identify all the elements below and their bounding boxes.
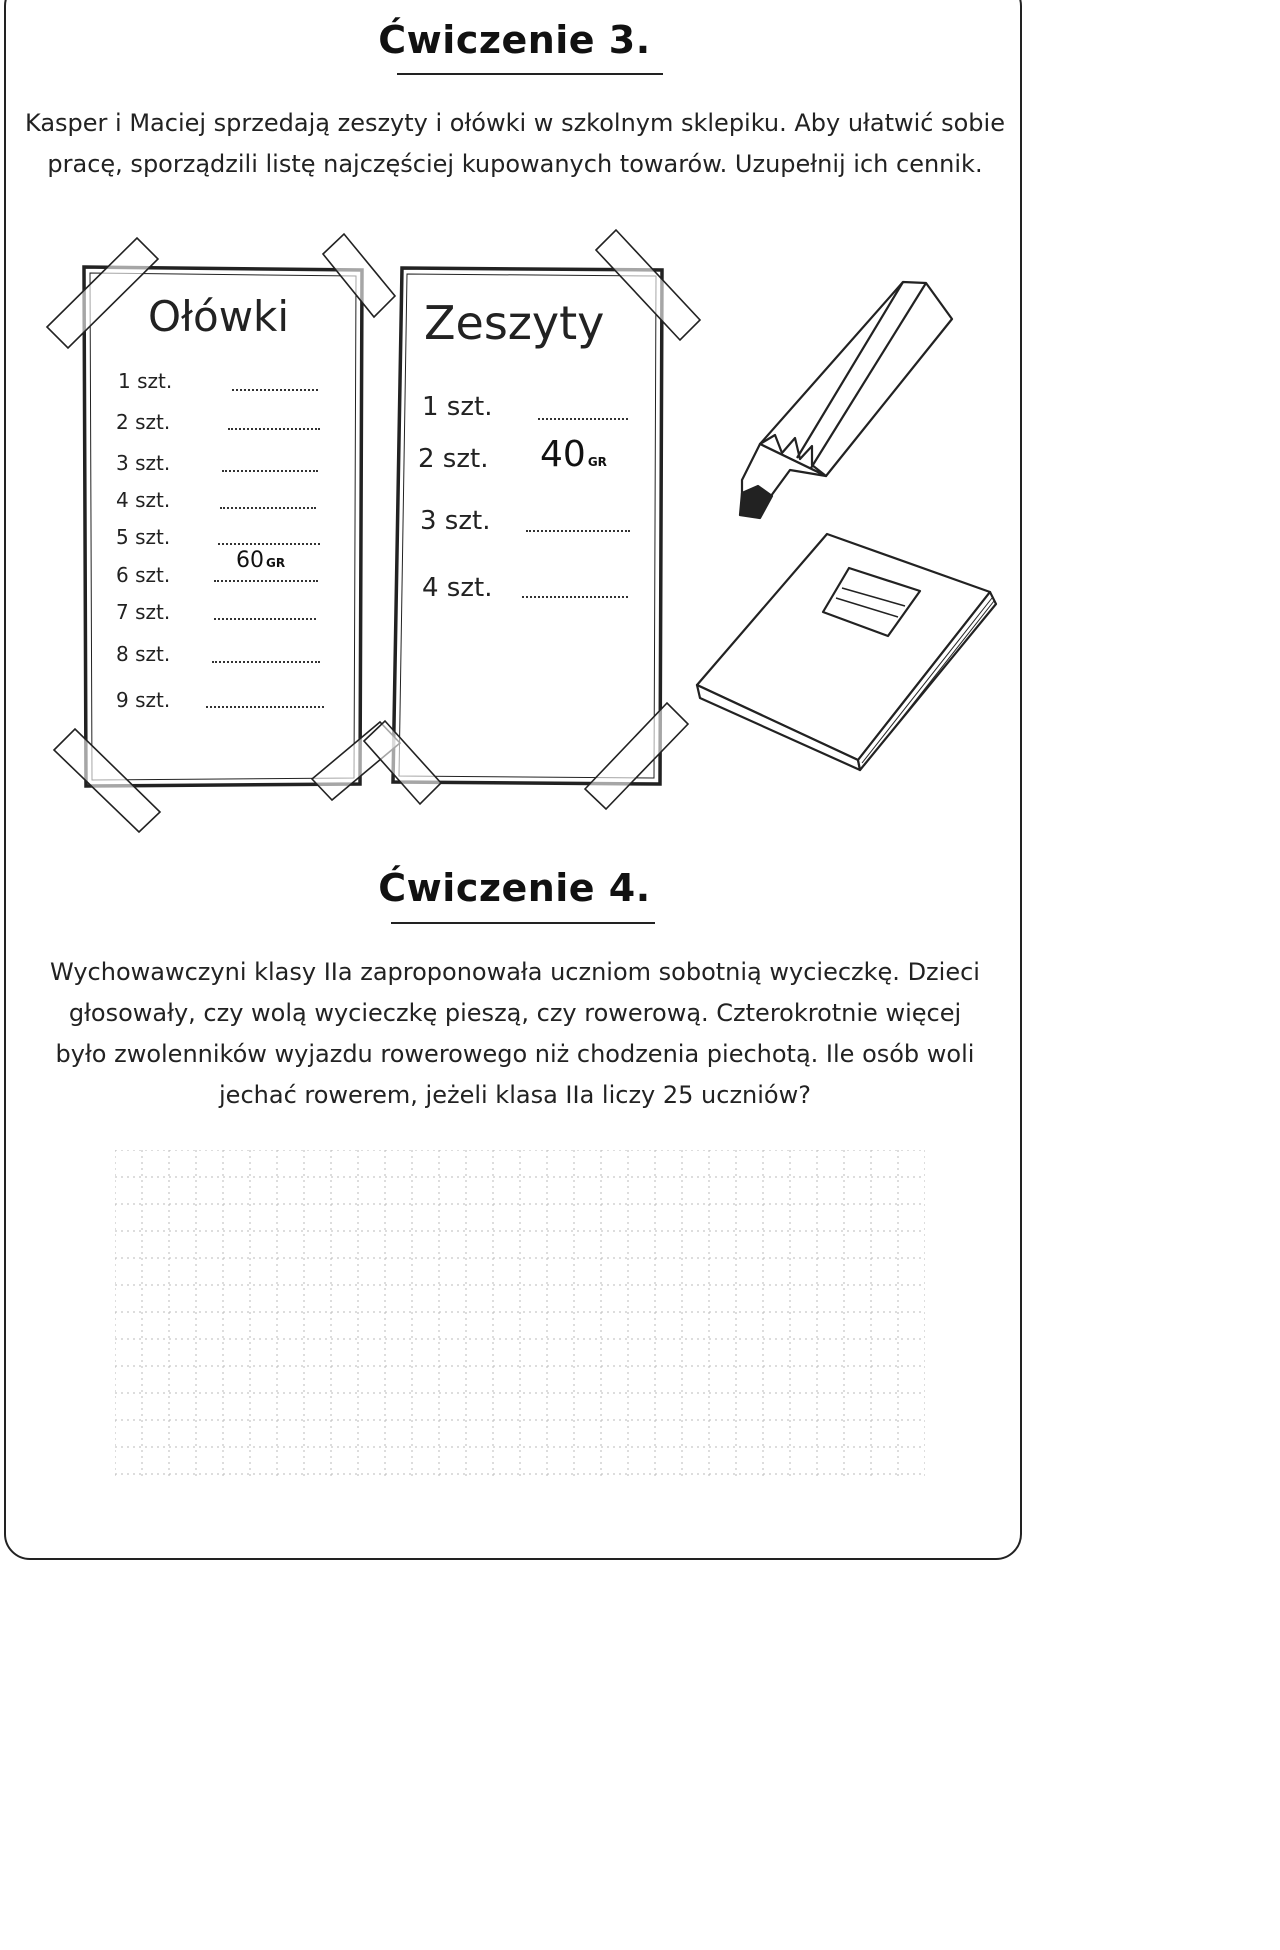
pencils-row-8-answer[interactable] [212, 661, 320, 663]
pencils-row-8-label: 8 szt. [116, 642, 171, 666]
pencils-row-9-label: 9 szt. [116, 688, 171, 712]
pencils-row-2-answer[interactable] [228, 428, 320, 430]
exercise4-title: Ćwiczenie 4. [378, 866, 651, 910]
pencils-row-5-answer[interactable] [218, 543, 320, 545]
notebooks-row-2-unit: GR [587, 455, 607, 469]
exercise4-text-line4: jechać rowerem, jeżeli klasa IIa liczy 25 uczniów? [219, 1081, 811, 1109]
notebooks-row-2-value [540, 434, 607, 475]
notebooks-row-2-label: 2 szt. [418, 444, 489, 474]
pencils-row-3-answer[interactable] [222, 470, 318, 472]
pencils-row-1-answer[interactable] [232, 389, 318, 391]
exercise3-text-line2: pracę, sporządzili listę najczęściej kupowanych towarów. Uzupełnij ich cennik. [47, 150, 983, 178]
exercise4-text-line3: było zwolenników wyjazdu rowerowego niż chodzenia piechotą. Ile osób woli [55, 1040, 975, 1068]
pencils-row-6-unit: GR [266, 556, 286, 570]
pencils-row-6-answer[interactable] [214, 580, 318, 582]
notebooks-row-3-label: 3 szt. [420, 506, 491, 536]
exercise3-title: Ćwiczenie 3. [378, 18, 651, 62]
pencils-row-4-label: 4 szt. [116, 488, 171, 512]
pencils-card-title: Ołówki [148, 292, 290, 341]
pencils-row-7-label: 7 szt. [116, 600, 171, 624]
pencils-row-2-label: 2 szt. [116, 410, 171, 434]
exercise4-title-underline [391, 922, 655, 924]
pencil-illustration-icon [740, 282, 952, 518]
notebooks-row-2-amount: 40 [540, 434, 586, 475]
pencils-row-6-value [236, 548, 285, 573]
pencils-row-6-amount: 60 [236, 548, 264, 573]
exercise4-text-line1: Wychowawczyni klasy IIa zaproponowała uczniom sobotnią wycieczkę. Dzieci [50, 958, 980, 986]
pencils-row-1-label: 1 szt. [118, 369, 173, 393]
exercise3-text-line1: Kasper i Maciej sprzedają zeszyty i ołówki w szkolnym sklepiku. Aby ułatwić sobie [25, 109, 1005, 137]
notebook-illustration-icon [697, 534, 996, 770]
exercise4-text-line2: głosowały, czy wolą wycieczkę pieszą, czy rowerową. Czterokrotnie więcej [68, 999, 962, 1027]
pencils-row-6-label: 6 szt. [116, 563, 171, 587]
pencils-row-9-answer[interactable] [206, 706, 324, 708]
pencils-row-3-label: 3 szt. [116, 451, 171, 475]
notebooks-row-1-answer[interactable] [538, 418, 628, 420]
notebooks-row-4-label: 4 szt. [422, 573, 493, 603]
notebooks-row-3-answer[interactable] [526, 530, 630, 532]
pencils-row-5-label: 5 szt. [116, 525, 171, 549]
answer-grid[interactable] [115, 1150, 925, 1480]
notebooks-card-title: Zeszyty [424, 296, 605, 350]
notebooks-row-4-answer[interactable] [522, 596, 628, 598]
pencils-row-7-answer[interactable] [214, 618, 316, 620]
pencils-row-4-answer[interactable] [220, 507, 316, 509]
notebooks-row-1-label: 1 szt. [422, 392, 493, 422]
